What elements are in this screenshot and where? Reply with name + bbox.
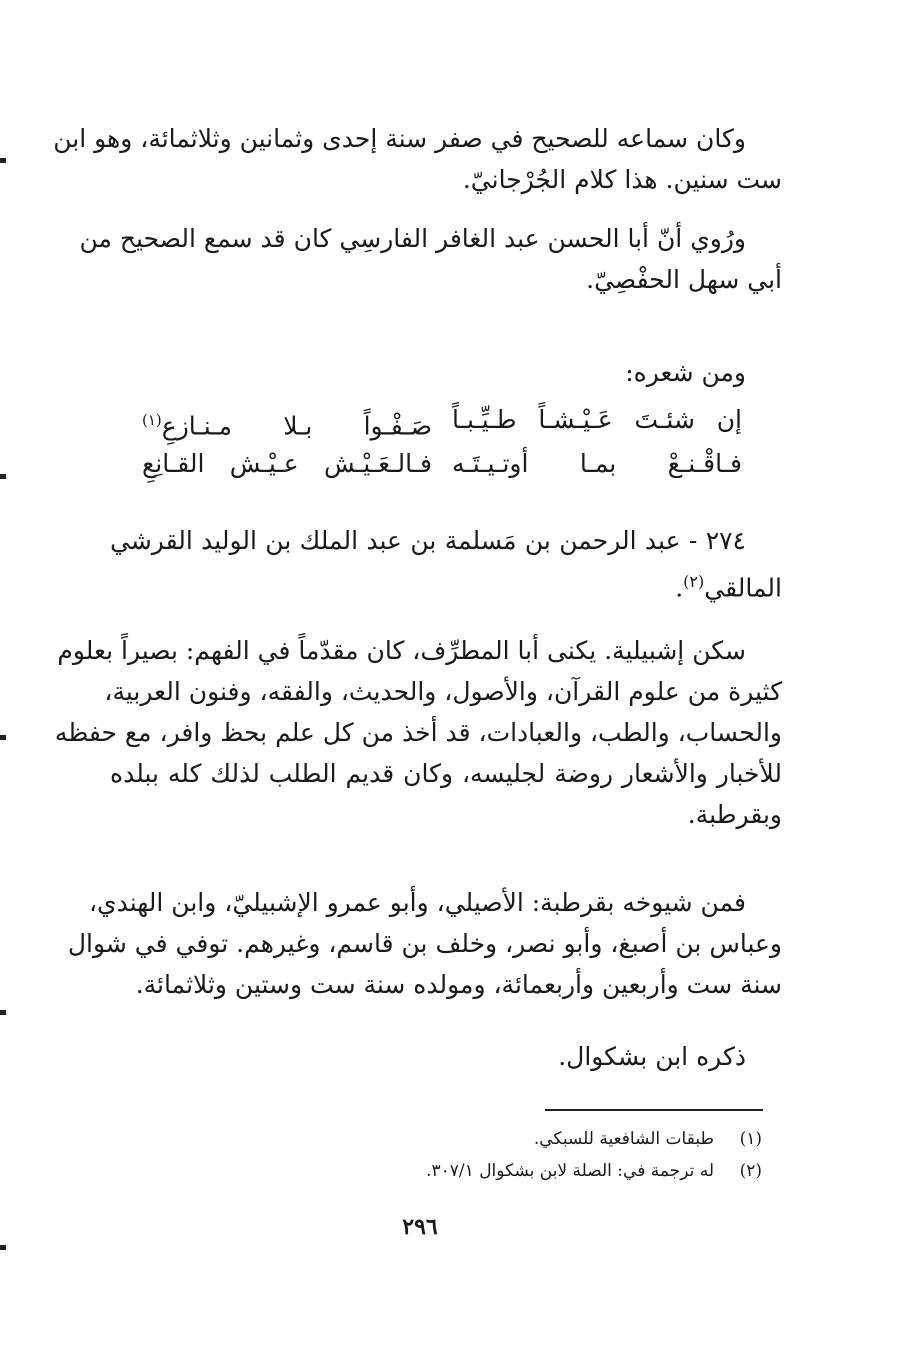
paragraph-sama [53,118,782,200]
text-line: كثيرة من علوم القرآن، والأصول، والحديث، والفقه، وفنون العربية، [104,677,782,706]
poem-hemistich-first: فـاقْـنـعْ بمـا أوتـيـتَـه [452,449,742,478]
poem-verse-1 [142,400,742,446]
footnote-separator [545,1109,763,1111]
text-line: ٢٧٤ - عبد الرحمن بن مَسلمة بن عبد الملك بن الوليد القرشي [110,526,746,555]
entry-heading [110,520,782,608]
footnote-ref: (١) [142,411,162,429]
text-line: أبي سهل الحفْصِيّ. [586,265,782,294]
paragraph-riwaya [79,218,782,300]
footnote-2 [162,1158,762,1184]
poem-hemistich-first: إن شئـتَ عَـيْـشـاً طـيِّـبـاً [452,405,742,434]
footnote-1 [162,1126,762,1152]
text-line: ذكره ابن بشكوال. [558,1042,746,1071]
text-line: وعباس بن أصبغ، وأبو نصر، وخلف بن قاسم، وغيرهم. توفي في شوال [67,929,782,958]
footnote-number: (٢) [739,1161,762,1181]
paragraph-source [110,1036,782,1077]
poem-intro [110,352,782,393]
text-line: سنة ست وأربعين وأربعمائة، ومولده سنة ست وستين وثلاثمائة. [135,970,782,999]
full-stop: . [675,573,684,603]
poem-hemistich-second [142,400,432,446]
scan-edge-mark [0,1010,6,1015]
text-line: ست سنين. هذا كلام الجُرْجانيّ. [462,165,782,194]
footnote-text: طبقات الشافعية للسبكي. [533,1129,714,1149]
hemistich-text: صَـفْـواً بـلا مـنـازعِ [161,411,432,441]
scan-edge-mark [0,474,6,479]
text-line: وبقرطبة. [687,800,782,829]
footnote-ref: (٢) [683,572,705,591]
text-line: وكان سماعه للصحيح في صفر سنة إحدى وثمانين وثلاثمائة، وهو ابن [53,124,746,153]
scan-edge-mark [0,1245,6,1250]
entry-name-end: المالقي [704,573,782,603]
paragraph-biography [54,630,782,835]
text-line: للأخبار والأشعار روضة لجليسه، وكان قديم الطلب لذلك كله ببلده [110,759,782,788]
scan-edge-mark [0,735,6,740]
text-line: ومن شعره: [625,358,746,387]
text-line: سكن إشبيلية. يكنى أبا المطرِّف، كان مقدّماً في الفهم: بصيراً بعلوم [57,636,746,665]
footnote-text: له ترجمة في: الصلة لابن بشكوال ٣٠٧/١. [426,1161,714,1181]
page-number: ٢٩٦ [402,1214,438,1240]
scan-edge-mark [0,158,6,163]
poem-verse-2 [142,444,742,484]
poem-hemistich-second: فـالـعَـيْـش عـيْـش القـانِعِ [142,449,432,478]
text-line [110,561,782,608]
paragraph-teachers [67,882,782,1005]
text-line: والحساب، والطب، والعبادات، قد أخذ من كل علم بحظ وافر، مع حفظه [54,718,782,747]
text-line: ورُوي أنّ أبا الحسن عبد الغافر الفارسِي كان قد سمع الصحيح من [79,224,746,253]
text-line: فمن شيوخه بقرطبة: الأصيلي، وأبو عمرو الإشبيليّ، وابن الهندي، [88,888,746,917]
footnote-number: (١) [739,1129,762,1149]
